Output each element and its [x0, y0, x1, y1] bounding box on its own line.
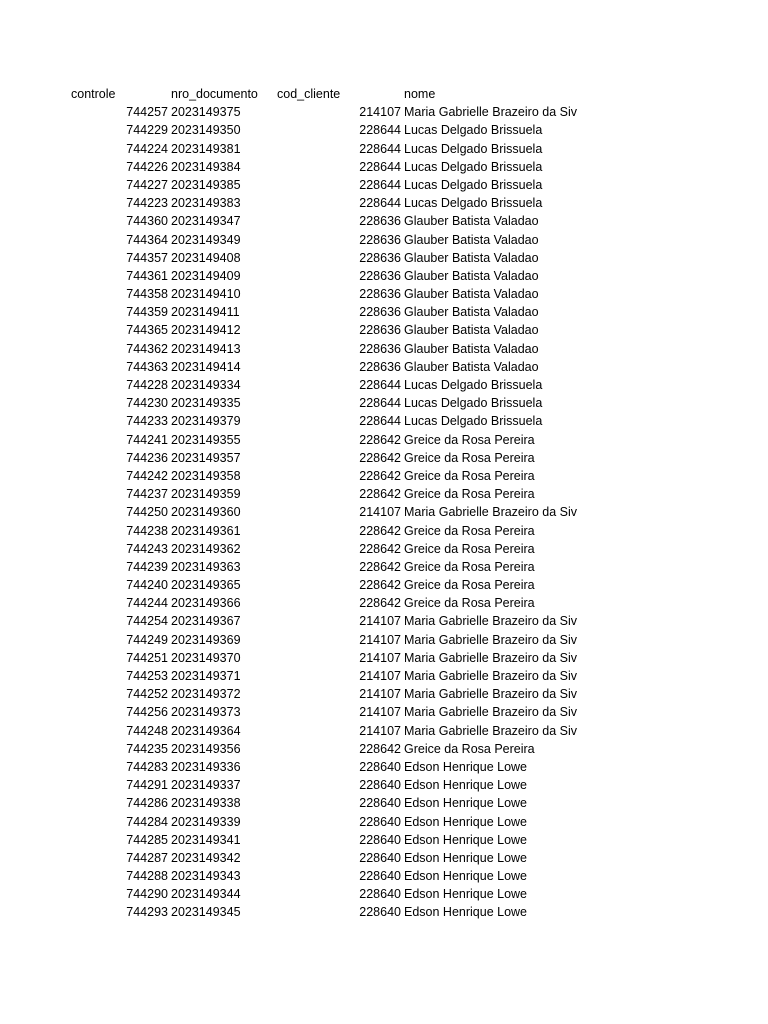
cell-nro-documento: 2023149375	[171, 105, 241, 120]
table-row	[0, 813, 768, 831]
cell-controle: 744257	[126, 105, 168, 120]
cell-cod-cliente: 228642	[359, 578, 401, 593]
table-row	[0, 594, 768, 612]
table-row	[0, 140, 768, 158]
cell-nro-documento: 2023149335	[171, 396, 241, 411]
cell-nro-documento: 2023149381	[171, 141, 241, 156]
cell-cod-cliente: 228636	[359, 305, 401, 320]
cell-nome: Edson Henrique Lowe	[404, 832, 527, 847]
cell-nome: Maria Gabrielle Brazeiro da Siv	[404, 650, 577, 665]
cell-nro-documento: 2023149383	[171, 196, 241, 211]
table-row	[0, 431, 768, 449]
spreadsheet-table	[0, 85, 768, 922]
cell-cod-cliente: 214107	[359, 505, 401, 520]
cell-nro-documento: 2023149379	[171, 414, 241, 429]
cell-nro-documento: 2023149412	[171, 323, 241, 338]
cell-cod-cliente: 228640	[359, 796, 401, 811]
cell-nro-documento: 2023149371	[171, 669, 241, 683]
cell-controle: 744283	[126, 759, 168, 774]
cell-controle: 744237	[126, 487, 168, 502]
table-row	[0, 321, 768, 339]
table-row	[0, 740, 768, 758]
cell-nome: Edson Henrique Lowe	[404, 850, 527, 865]
cell-nome: Greice da Rosa Pereira	[404, 468, 535, 483]
cell-nome: Greice da Rosa Pereira	[404, 559, 535, 574]
table-row	[0, 249, 768, 267]
cell-cod-cliente: 228642	[359, 596, 401, 611]
cell-nro-documento: 2023149334	[171, 378, 241, 392]
header-nome: nome	[404, 87, 436, 101]
table-row	[0, 485, 768, 503]
cell-nro-documento: 2023149414	[171, 359, 241, 374]
cell-nome: Edson Henrique Lowe	[404, 759, 527, 774]
cell-controle: 744286	[126, 796, 168, 811]
cell-cod-cliente: 214107	[359, 705, 401, 720]
cell-cod-cliente: 228636	[359, 359, 401, 374]
cell-nome: Greice da Rosa Pereira	[404, 450, 535, 465]
table-row	[0, 158, 768, 176]
cell-nome: Glauber Batista Valadao	[404, 287, 539, 302]
table-row	[0, 794, 768, 812]
cell-nro-documento: 2023149336	[171, 759, 241, 774]
table-row	[0, 612, 768, 630]
header-row	[0, 85, 768, 103]
table-row	[0, 358, 768, 376]
cell-controle: 744248	[126, 723, 168, 738]
cell-controle: 744365	[126, 323, 168, 338]
cell-nome: Edson Henrique Lowe	[404, 905, 527, 920]
table-row	[0, 412, 768, 430]
cell-controle: 744226	[126, 159, 168, 174]
cell-controle: 744238	[126, 523, 168, 538]
cell-cod-cliente: 228636	[359, 341, 401, 356]
cell-nome: Edson Henrique Lowe	[404, 869, 527, 884]
table-row	[0, 703, 768, 721]
table-row	[0, 267, 768, 285]
cell-cod-cliente: 228640	[359, 814, 401, 829]
cell-cod-cliente: 228636	[359, 287, 401, 302]
cell-nome: Greice da Rosa Pereira	[404, 487, 535, 502]
cell-cod-cliente: 228644	[359, 177, 401, 192]
cell-cod-cliente: 228642	[359, 541, 401, 556]
table-row	[0, 121, 768, 139]
cell-cod-cliente: 214107	[359, 614, 401, 629]
table-row	[0, 576, 768, 594]
cell-cod-cliente: 228640	[359, 869, 401, 884]
cell-nome: Maria Gabrielle Brazeiro da Siv	[404, 687, 577, 702]
cell-nome: Lucas Delgado Brissuela	[404, 396, 543, 411]
cell-controle: 744239	[126, 559, 168, 574]
cell-nome: Glauber Batista Valadao	[404, 359, 539, 374]
cell-cod-cliente: 214107	[359, 669, 401, 683]
table-row	[0, 340, 768, 358]
cell-nro-documento: 2023149344	[171, 887, 241, 902]
cell-nro-documento: 2023149366	[171, 596, 241, 611]
cell-nome: Maria Gabrielle Brazeiro da Siv	[404, 614, 577, 629]
cell-controle: 744243	[126, 541, 168, 556]
cell-nome: Maria Gabrielle Brazeiro da Siv	[404, 105, 577, 120]
cell-nome: Lucas Delgado Brissuela	[404, 159, 543, 174]
cell-controle: 744233	[126, 414, 168, 429]
cell-nro-documento: 2023149338	[171, 796, 241, 811]
cell-controle: 744251	[126, 650, 168, 665]
cell-nome: Edson Henrique Lowe	[404, 778, 527, 793]
table-row	[0, 176, 768, 194]
cell-nome: Greice da Rosa Pereira	[404, 432, 535, 447]
cell-nome: Lucas Delgado Brissuela	[404, 414, 543, 429]
cell-cod-cliente: 228636	[359, 268, 401, 283]
cell-cod-cliente: 228642	[359, 468, 401, 483]
table-row	[0, 667, 768, 685]
cell-nome: Lucas Delgado Brissuela	[404, 378, 543, 392]
cell-controle: 744256	[126, 705, 168, 720]
table-row	[0, 212, 768, 230]
cell-cod-cliente: 214107	[359, 632, 401, 647]
table-row	[0, 503, 768, 521]
cell-nro-documento: 2023149365	[171, 578, 241, 593]
table-row	[0, 849, 768, 867]
cell-cod-cliente: 228640	[359, 759, 401, 774]
cell-nro-documento: 2023149357	[171, 450, 241, 465]
cell-nome: Glauber Batista Valadao	[404, 341, 539, 356]
table-row	[0, 758, 768, 776]
cell-cod-cliente: 228644	[359, 141, 401, 156]
table-row	[0, 722, 768, 740]
cell-nro-documento: 2023149341	[171, 832, 241, 847]
cell-controle: 744249	[126, 632, 168, 647]
cell-nro-documento: 2023149373	[171, 705, 241, 720]
cell-controle: 744230	[126, 396, 168, 411]
cell-nome: Glauber Batista Valadao	[404, 250, 539, 265]
cell-nome: Glauber Batista Valadao	[404, 214, 539, 229]
cell-cod-cliente: 228642	[359, 450, 401, 465]
cell-cod-cliente: 228644	[359, 196, 401, 211]
cell-controle: 744224	[126, 141, 168, 156]
table-row	[0, 231, 768, 249]
cell-nro-documento: 2023149342	[171, 850, 241, 865]
cell-cod-cliente: 228644	[359, 123, 401, 138]
cell-nro-documento: 2023149347	[171, 214, 241, 229]
cell-nro-documento: 2023149358	[171, 468, 241, 483]
table-row	[0, 867, 768, 885]
cell-nro-documento: 2023149356	[171, 741, 241, 756]
cell-nome: Greice da Rosa Pereira	[404, 596, 535, 611]
cell-nome: Maria Gabrielle Brazeiro da Siv	[404, 505, 577, 520]
cell-cod-cliente: 214107	[359, 650, 401, 665]
cell-cod-cliente: 228642	[359, 432, 401, 447]
cell-nro-documento: 2023149369	[171, 632, 241, 647]
table-row	[0, 649, 768, 667]
cell-controle: 744293	[126, 905, 168, 920]
cell-nro-documento: 2023149360	[171, 505, 241, 520]
cell-nro-documento: 2023149361	[171, 523, 241, 538]
cell-nome: Greice da Rosa Pereira	[404, 578, 535, 593]
cell-nome: Lucas Delgado Brissuela	[404, 123, 543, 138]
table-row	[0, 376, 768, 394]
cell-nome: Edson Henrique Lowe	[404, 814, 527, 829]
cell-controle: 744284	[126, 814, 168, 829]
cell-nro-documento: 2023149413	[171, 341, 241, 356]
header-controle: controle	[71, 87, 116, 101]
cell-nome: Glauber Batista Valadao	[404, 232, 539, 247]
cell-cod-cliente: 228642	[359, 487, 401, 502]
cell-controle: 744227	[126, 177, 168, 192]
table-row	[0, 194, 768, 212]
cell-cod-cliente: 228636	[359, 250, 401, 265]
cell-controle: 744291	[126, 778, 168, 793]
table-row	[0, 103, 768, 121]
cell-cod-cliente: 228644	[359, 396, 401, 411]
cell-cod-cliente: 228640	[359, 887, 401, 902]
cell-nro-documento: 2023149349	[171, 232, 241, 247]
table-row	[0, 776, 768, 794]
cell-nome: Maria Gabrielle Brazeiro da Siv	[404, 723, 577, 738]
cell-controle: 744244	[126, 596, 168, 611]
cell-nro-documento: 2023149350	[171, 123, 241, 138]
cell-cod-cliente: 228640	[359, 905, 401, 920]
cell-nro-documento: 2023149359	[171, 487, 241, 502]
cell-nro-documento: 2023149385	[171, 177, 241, 192]
cell-controle: 744357	[126, 250, 168, 265]
cell-controle: 744250	[126, 505, 168, 520]
cell-nome: Glauber Batista Valadao	[404, 323, 539, 338]
cell-nome: Greice da Rosa Pereira	[404, 523, 535, 538]
cell-nro-documento: 2023149339	[171, 814, 241, 829]
cell-controle: 744362	[126, 341, 168, 356]
cell-cod-cliente: 214107	[359, 723, 401, 738]
cell-controle: 744241	[126, 432, 168, 447]
cell-nome: Maria Gabrielle Brazeiro da Siv	[404, 669, 577, 683]
cell-cod-cliente: 214107	[359, 105, 401, 120]
header-cod-cliente: cod_cliente	[277, 87, 341, 101]
cell-controle: 744228	[126, 378, 168, 392]
cell-controle: 744285	[126, 832, 168, 847]
cell-nro-documento: 2023149364	[171, 723, 241, 738]
table-row	[0, 885, 768, 903]
cell-nome: Greice da Rosa Pereira	[404, 541, 535, 556]
cell-controle: 744242	[126, 468, 168, 483]
cell-nro-documento: 2023149411	[171, 305, 240, 320]
cell-controle: 744236	[126, 450, 168, 465]
cell-nro-documento: 2023149362	[171, 541, 241, 556]
header-nro-documento: nro_documento	[171, 87, 258, 101]
cell-controle: 744290	[126, 887, 168, 902]
cell-nro-documento: 2023149355	[171, 432, 241, 447]
cell-nro-documento: 2023149363	[171, 559, 241, 574]
cell-nome: Maria Gabrielle Brazeiro da Siv	[404, 705, 577, 720]
table-row	[0, 303, 768, 321]
cell-nro-documento: 2023149367	[171, 614, 241, 629]
table-row	[0, 558, 768, 576]
cell-nro-documento: 2023149370	[171, 650, 241, 665]
cell-cod-cliente: 228640	[359, 832, 401, 847]
table-row	[0, 631, 768, 649]
cell-nro-documento: 2023149337	[171, 778, 241, 793]
cell-nome: Edson Henrique Lowe	[404, 887, 527, 902]
cell-controle: 744288	[126, 869, 168, 884]
cell-controle: 744360	[126, 214, 168, 229]
cell-controle: 744223	[126, 196, 168, 211]
table-row	[0, 394, 768, 412]
table-row	[0, 449, 768, 467]
cell-controle: 744252	[126, 687, 168, 702]
cell-controle: 744240	[126, 578, 168, 593]
cell-nro-documento: 2023149345	[171, 905, 241, 920]
cell-controle: 744254	[126, 614, 168, 629]
cell-cod-cliente: 228636	[359, 232, 401, 247]
cell-cod-cliente: 228644	[359, 414, 401, 429]
cell-cod-cliente: 228644	[359, 159, 401, 174]
table-row	[0, 685, 768, 703]
cell-nome: Glauber Batista Valadao	[404, 305, 539, 320]
cell-cod-cliente: 228636	[359, 323, 401, 338]
cell-controle: 744359	[126, 305, 168, 320]
cell-controle: 744358	[126, 287, 168, 302]
table-row	[0, 522, 768, 540]
cell-nome: Edson Henrique Lowe	[404, 796, 527, 811]
cell-cod-cliente: 228640	[359, 850, 401, 865]
cell-controle: 744235	[126, 741, 168, 756]
cell-nro-documento: 2023149408	[171, 250, 241, 265]
cell-nome: Lucas Delgado Brissuela	[404, 141, 543, 156]
cell-controle: 744287	[126, 850, 168, 865]
cell-controle: 744361	[126, 268, 168, 283]
cell-cod-cliente: 228640	[359, 778, 401, 793]
cell-nro-documento: 2023149372	[171, 687, 241, 702]
cell-cod-cliente: 228642	[359, 741, 401, 756]
cell-nome: Greice da Rosa Pereira	[404, 741, 535, 756]
table-row	[0, 903, 768, 921]
cell-controle: 744253	[126, 669, 168, 683]
cell-nome: Lucas Delgado Brissuela	[404, 196, 543, 211]
cell-cod-cliente: 228644	[359, 378, 401, 392]
cell-nro-documento: 2023149343	[171, 869, 241, 884]
table-row	[0, 540, 768, 558]
table-row	[0, 467, 768, 485]
cell-nro-documento: 2023149409	[171, 268, 241, 283]
cell-controle: 744364	[126, 232, 168, 247]
table-row	[0, 831, 768, 849]
table-body	[0, 103, 768, 921]
table-row	[0, 285, 768, 303]
cell-nro-documento: 2023149410	[171, 287, 241, 302]
cell-nome: Glauber Batista Valadao	[404, 268, 539, 283]
cell-cod-cliente: 228636	[359, 214, 401, 229]
cell-nome: Lucas Delgado Brissuela	[404, 177, 543, 192]
cell-controle: 744229	[126, 123, 168, 138]
cell-cod-cliente: 228642	[359, 523, 401, 538]
cell-nro-documento: 2023149384	[171, 159, 241, 174]
cell-controle: 744363	[126, 359, 168, 374]
cell-nome: Maria Gabrielle Brazeiro da Siv	[404, 632, 577, 647]
cell-cod-cliente: 228642	[359, 559, 401, 574]
cell-cod-cliente: 214107	[359, 687, 401, 702]
